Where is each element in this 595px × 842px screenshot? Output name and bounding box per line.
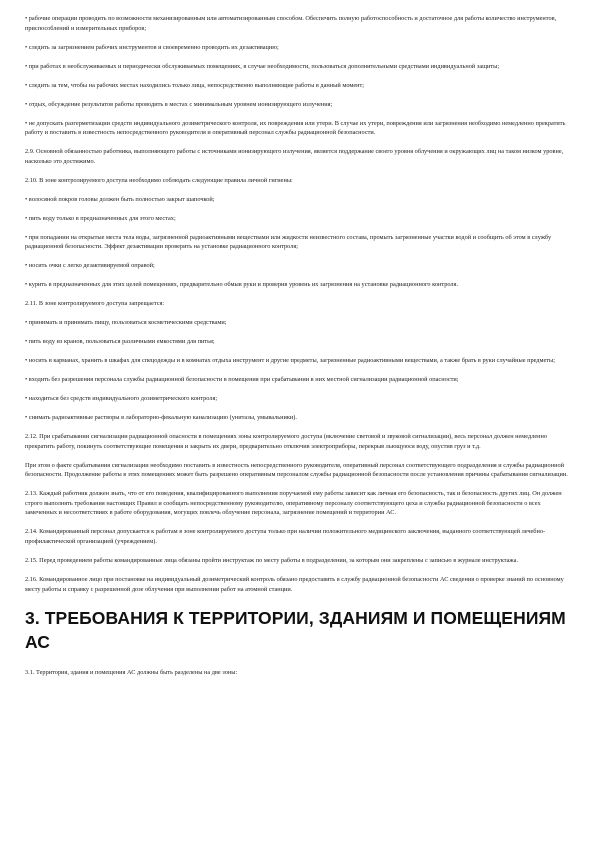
- list-item: • входить без разрешения персонала службы радиационной безопасности в помещения при срабатывании в них местной сигнализации радиационной опасности;: [25, 376, 459, 384]
- list-item: • снимать радиоактивные растворы в лабораторно-фекальную канализацию (унитазы, умывальники).: [25, 414, 297, 422]
- paragraph: 3.1. Территория, здания и помещения АС должны быть разделены на две зоны:: [25, 669, 238, 677]
- list-item: • носить очки с легко дезактивируемой оправой;: [25, 262, 155, 270]
- body-text: [25, 14, 570, 594]
- list-item: • принимать и принимать пищу, пользоваться косметическими средствами;: [25, 319, 227, 327]
- list-item: • следить за тем, чтобы на рабочих местах находились только лица, непосредственно выполняющие работы в данный момент;: [25, 81, 365, 89]
- list-item: • находиться без средств индивидуального дозиметрического контроля;: [25, 395, 218, 403]
- paragraph: 2.11. В зоне контролируемого доступа запрещается:: [25, 300, 165, 308]
- list-item: • рабочие операции проводить по возможности механизированным или автоматизированным способом. Обеспечить полную работоспособность и достаточное для работы количество инструментов, приспособлений и измерительных приборов;: [25, 15, 557, 32]
- paragraph: 2.13. Каждый работник должен знать, что от его поведения, квалифицированного выполнения поручаемой ему работы зависит как личная его безопасность, так и безопасность других лиц. Он должен строго выполнять требования настоящих Правил и сообщать непосредственному руководителю, оперативному персоналу соответствующего цеха и службы радиационной безопасности о всех замеченных и несоответствиях в работе оборудования, могущих повлечь облучение персонала, загрязнение помещений и территории АС.: [25, 490, 562, 517]
- paragraph: 2.15. Перед проведением работы командированные лица обязаны пройти инструктаж по месту работы в подразделении, за которым они закреплены с записью в журнале инструктажа.: [25, 556, 519, 564]
- paragraph: 2.14. Командированный персонал допускается к работам в зоне контролируемого доступа только при наличии положительного медицинского заключения, выданного соответствующей лечебно-профилактической организацией (учреждением).: [25, 528, 546, 545]
- list-item: • не допускать разгерметизации средств индивидуального дозиметрического контроля, их повреждения или утери. В случае их утери, повреждения или загрязнения необходимо немедленно прекратить работу и поставить в известность непосредственного руководителя и оперативный персонал службы радиационной безопасности.: [25, 119, 566, 137]
- paragraph: При этом о факте срабатывания сигнализации необходимо поставить в известность непосредственного руководителя, оперативный персонал соответствующего подразделения и службы радиационной безопасности. Продолжение работы в этих помещениях может быть разрешено оперативным персоналом службы радиационной безопасности после установления причины срабатывания сигнализации.: [25, 461, 568, 479]
- list-item: • при работах в необслуживаемых и периодически обслуживаемых помещениях, в случае необходимости, пользоваться дополнительными средствами индивидуальной защиты;: [25, 62, 500, 70]
- list-item: • пить воду из кранов, пользоваться различными емкостями для питья;: [25, 338, 215, 346]
- paragraph: 2.9. Основной обязанностью работника, выполняющего работы с источниками ионизирующего излучения, является поддержание своего уровня облучения и окружающих лиц на таком низком уровне, насколько это достижимо.: [25, 148, 564, 165]
- list-item: • курить в предназначенных для этих целей помещениях, предварительно обмыв руки и проверив уровень их загрязнения на установке радиационного контроля.: [25, 281, 459, 289]
- paragraph: 2.10. В зоне контролируемого доступа необходимо соблюдать следующие правила личной гигиены:: [25, 176, 293, 184]
- list-item: • носить в карманах, хранить в шкафах для спецодежды и в комнатах отдыха инструмент и другие предметы, загрязненные радиоактивными веществами, а также брать в руки случайные предметы;: [25, 357, 556, 365]
- list-item: • волосяной покров головы должен быть полностью закрыт шапочкой;: [25, 195, 215, 203]
- section-heading: 3. ТРЕБОВАНИЯ К ТЕРРИТОРИИ, ЗДАНИЯМ И ПОМЕЩЕНИЯМ АС: [25, 608, 566, 653]
- paragraph: 2.12. При срабатывании сигнализации радиационной опасности в помещениях зоны контролируемого доступа (включение световой и звуковой сигнализации), весь персонал должен немедленно прекратить работу, покинуть соответствующие помещения и закрыть их двери, предварительно отключив электроприборы, перекрыв льющуюся воду, опустив груз и т.д.: [25, 433, 548, 450]
- list-item: • следить за загрязнением рабочих инструментов и своевременно проводить их дезактивацию;: [25, 43, 279, 51]
- list-item: • отдых, обсуждение результатов работы проводить в местах с минимальным уровнем ионизирующего излучения;: [25, 100, 333, 108]
- paragraph: 2.16. Командированное лицо при постановке на индивидуальный дозиметрический контроль обязано предоставить в службу радиационной безопасности АС сведения о проверке знаний по основному месту работы и справку с разрешенной дозе облучения при выполнении работ на атомной станции.: [25, 575, 564, 593]
- list-item: • пить воду только в предназначенных для этого местах;: [25, 214, 176, 222]
- document-page: [25, 14, 570, 678]
- list-item: • при попадании на открытые места тела воды, загрязненной радиоактивными веществами или жидкости неизвестного состава, промыть загрязненные участки водой и сообщить об этом в службу радиационной безопасности. Эффект дезактивации проверить на установке радиационного контроля;: [25, 233, 552, 251]
